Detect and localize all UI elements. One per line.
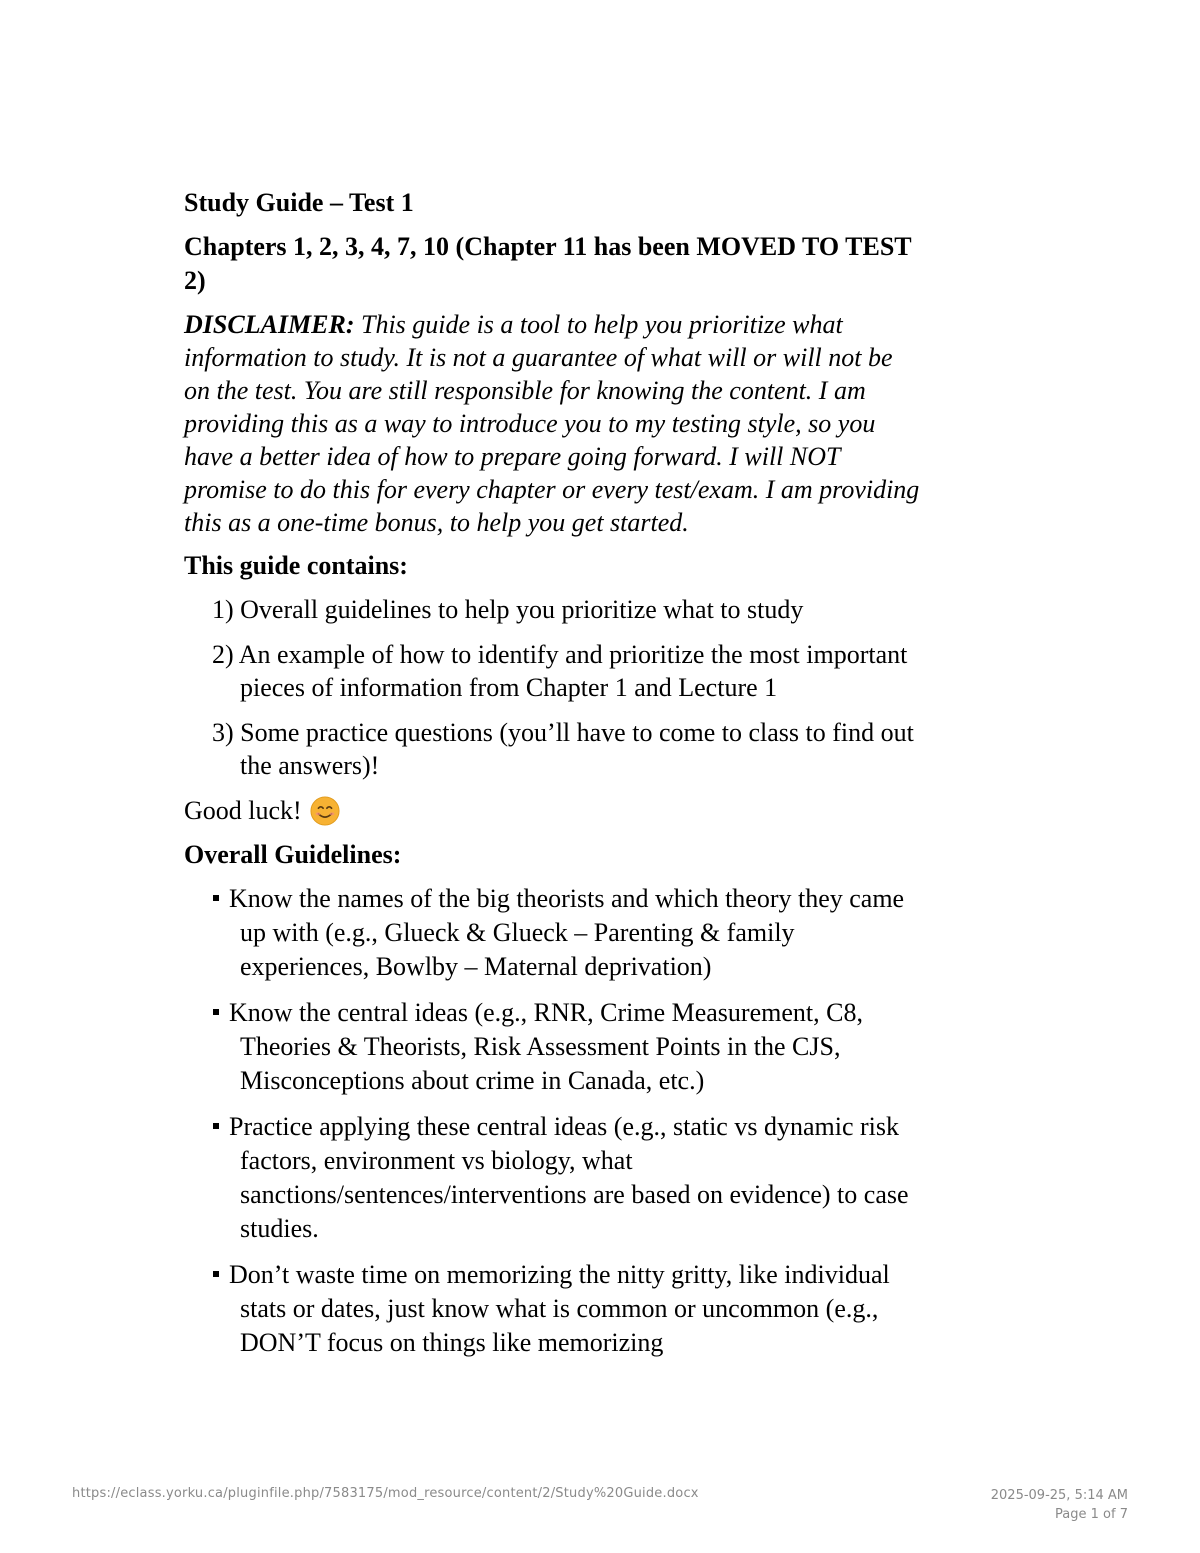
- contains-item-1: 1) Overall guidelines to help you prioritize what to study: [212, 595, 804, 624]
- bullet-icon: [213, 1271, 219, 1277]
- chapters-line: Chapters 1, 2, 3, 4, 7, 10 (Chapter 11 has been MOVED TO TEST 2): [184, 232, 912, 295]
- guideline-item: [184, 882, 924, 984]
- footer-page-number: Page 1 of 7: [1055, 1507, 1128, 1522]
- bullet-icon: [213, 895, 219, 901]
- footer-meta: [991, 1486, 1128, 1524]
- bullet-icon: [213, 1123, 219, 1129]
- disclaimer-label: DISCLAIMER:: [184, 310, 355, 339]
- document-body: [184, 186, 924, 1372]
- contains-list: [184, 593, 924, 782]
- guideline-text: Know the central ideas (e.g., RNR, Crime Measurement, C8, Theories & Theorists, Risk Assessment Points in the CJS, Misconceptions about crime in Canada, etc.): [229, 998, 863, 1095]
- disclaimer-paragraph: [184, 308, 924, 539]
- good-luck-text: Good luck!: [184, 796, 302, 825]
- document-title: Study Guide – Test 1: [184, 188, 414, 217]
- footer-url: https://eclass.yorku.ca/pluginfile.php/7583175/mod_resource/content/2/Study%20Guide.docx: [72, 1486, 699, 1501]
- guidelines-list: [184, 882, 924, 1360]
- disclaimer-text: This guide is a tool to help you prioritize what information to study. It is not a guarantee of what will or will not be on the test. You are still responsible for knowing the content. I am providing this as a way to introduce you to my testing style, so you have a better idea of how to prepare going forward. I will NOT promise to do this for every chapter or every test/exam. I am providing this as a one-time bonus, to help you get started.: [184, 310, 920, 537]
- contains-item-2: 2) An example of how to identify and prioritize the most important pieces of information from Chapter 1 and Lecture 1: [212, 640, 908, 702]
- contains-item-3: 3) Some practice questions (you’ll have to come to class to find out the answers)!: [212, 718, 914, 780]
- guidelines-heading: Overall Guidelines:: [184, 840, 402, 869]
- guideline-item: [184, 1110, 924, 1246]
- contains-heading: This guide contains:: [184, 551, 408, 580]
- guideline-text: Don’t waste time on memorizing the nitty gritty, like individual stats or dates, just know what is common or uncommon (e.g., DON’T focus on things like memorizing: [229, 1260, 890, 1357]
- guideline-text: Practice applying these central ideas (e.g., static vs dynamic risk factors, environment vs biology, what sanctions/sentences/interventions are based on evidence) to case studies.: [229, 1112, 909, 1243]
- smiley-face-icon: [310, 796, 340, 826]
- bullet-icon: [213, 1009, 219, 1015]
- good-luck-line: [184, 794, 924, 828]
- footer-timestamp: 2025-09-25, 5:14 AM: [990, 1488, 1128, 1503]
- guideline-text: Know the names of the big theorists and which theory they came up with (e.g., Glueck & Glueck – Parenting & family experiences, Bowlby – Maternal deprivation): [229, 884, 905, 981]
- guideline-item: [184, 996, 924, 1098]
- guideline-item: [184, 1258, 924, 1360]
